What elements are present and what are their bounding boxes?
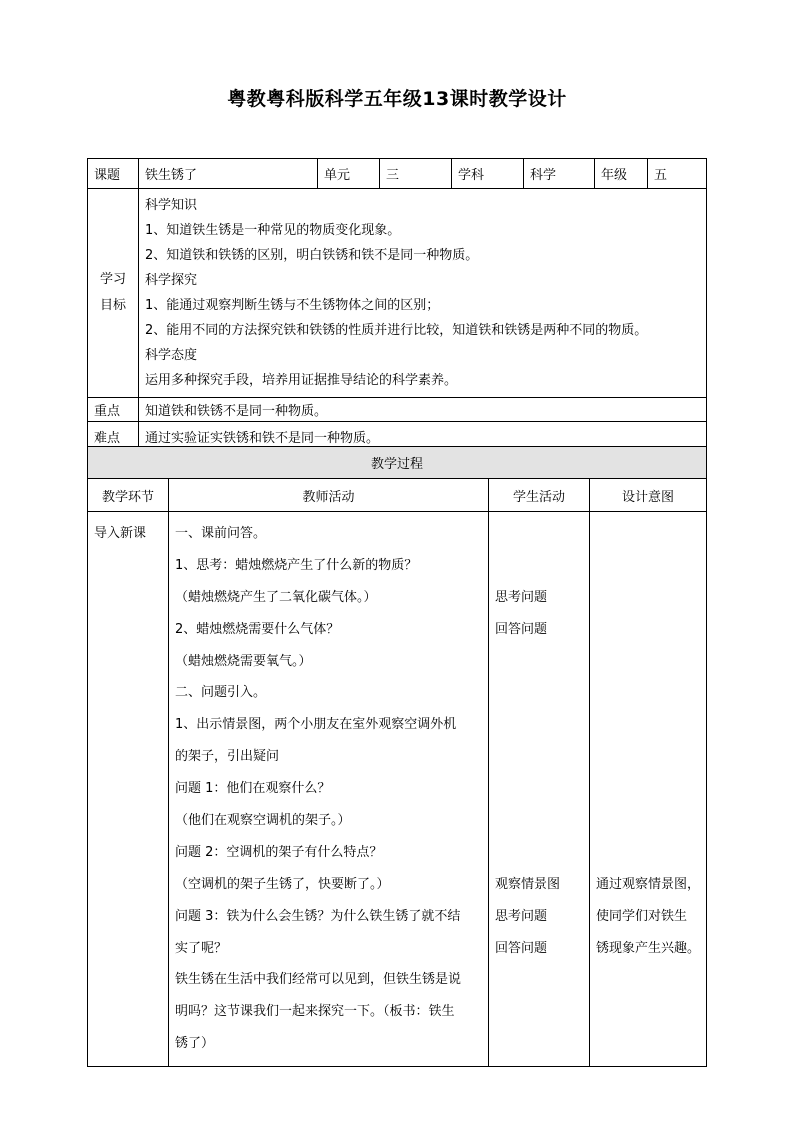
col-teacher: 教师活动	[169, 479, 489, 512]
goals-label	[88, 189, 139, 398]
subject-value: 科学	[524, 159, 595, 189]
subject-label: 学科	[452, 159, 524, 189]
teacher-line: 锈了）	[175, 1036, 215, 1052]
student-line: 回答问题	[495, 621, 548, 637]
unit-value: 三	[380, 159, 452, 189]
col-student: 学生活动	[489, 479, 590, 512]
intent-line: 通过观察情景图，	[596, 876, 701, 892]
lesson-info-table	[87, 158, 707, 451]
unit-label: 单元	[318, 159, 380, 189]
student-activity-cell	[489, 512, 590, 1067]
goals-label-bottom: 目标	[99, 298, 126, 313]
student-line: 回答问题	[495, 940, 548, 956]
teacher-line: 的架子，引出疑问	[175, 749, 280, 765]
topic-label: 课题	[88, 159, 139, 189]
key-point-label: 重点	[88, 398, 139, 422]
col-intent: 设计意图	[590, 479, 707, 512]
goals-content	[139, 189, 707, 398]
teacher-line: 明吗？这节课我们一起来探究一下。（板书：铁生	[175, 1004, 455, 1020]
teacher-line: （蜡烛燃烧需要氧气。）	[175, 653, 312, 669]
teacher-line: 铁生锈在生活中我们经常可以见到，但铁生锈是说	[175, 972, 462, 988]
intro-row	[88, 512, 707, 1067]
goals-row	[88, 189, 707, 398]
student-line: 思考问题	[495, 908, 548, 924]
difficulty-label: 难点	[88, 422, 139, 451]
grade-value: 五	[648, 159, 707, 189]
teacher-line: 1、出示情景图，两个小朋友在室外观察空调外机	[175, 717, 457, 733]
teacher-line: 一、课前问答。	[175, 526, 267, 541]
col-stage: 教学环节	[88, 479, 169, 512]
teacher-line: 问题 1：他们在观察什么？	[175, 781, 331, 797]
topic-value: 铁生锈了	[139, 159, 318, 189]
stage-label: 导入新课	[94, 526, 147, 541]
intent-line: 使同学们对铁生	[596, 908, 688, 924]
student-line: 观察情景图	[495, 876, 561, 892]
key-point-text: 知道铁和铁锈不是同一种物质。	[139, 398, 707, 422]
intent-line: 锈现象产生兴趣。	[596, 940, 701, 956]
teacher-line: 实了呢？	[175, 940, 228, 956]
teacher-line: 2、蜡烛燃烧需要什么气体？	[175, 621, 340, 637]
goal-line: 科学探究	[145, 273, 198, 288]
teacher-line: 问题 2：空调机的架子有什么特点？	[175, 844, 383, 860]
goals-label-top: 学习	[99, 272, 126, 287]
student-line: 思考问题	[495, 589, 548, 605]
teacher-line: 问题 3：铁为什么会生锈？为什么铁生锈了就不结	[175, 908, 461, 924]
stage-cell	[88, 512, 169, 1067]
teacher-line: 1、思考：蜡烛燃烧产生了什么新的物质？	[175, 557, 418, 573]
teacher-line: （空调机的架子生锈了，快要断了。）	[175, 876, 390, 892]
process-column-headers	[88, 479, 707, 512]
info-row	[88, 159, 707, 189]
teacher-line: （蜡烛燃烧产生了二氧化碳气体。）	[175, 589, 377, 605]
teacher-activity-cell	[169, 512, 489, 1067]
teaching-process-table	[87, 446, 707, 1067]
process-heading-row	[88, 447, 707, 479]
goal-line: 运用多种探究手段，培养用证据推导结论的科学素养。	[145, 373, 458, 388]
goal-line: 1、知道铁生锈是一种常见的物质变化现象。	[145, 223, 401, 238]
grade-label: 年级	[595, 159, 648, 189]
goal-line: 1、能通过观察判断生锈与不生锈物体之间的区别；	[145, 298, 440, 313]
goal-line: 科学态度	[145, 348, 198, 363]
process-heading: 教学过程	[88, 447, 707, 479]
goal-line: 2、知道铁和铁锈的区别，明白铁锈和铁不是同一种物质。	[145, 248, 479, 263]
goal-line: 科学知识	[145, 198, 198, 213]
design-intent-cell	[590, 512, 707, 1067]
document-title: 粤教粤科版科学五年级13课时教学设计	[227, 88, 567, 110]
key-point-row	[88, 398, 707, 422]
goal-line: 2、能用不同的方法探究铁和铁锈的性质并进行比较，知道铁和铁锈是两种不同的物质。	[145, 323, 648, 338]
teacher-line: 二、问题引入。	[175, 685, 267, 701]
difficulty-text: 通过实验证实铁锈和铁不是同一种物质。	[139, 422, 707, 451]
teacher-line: （他们在观察空调机的架子。）	[175, 813, 351, 829]
